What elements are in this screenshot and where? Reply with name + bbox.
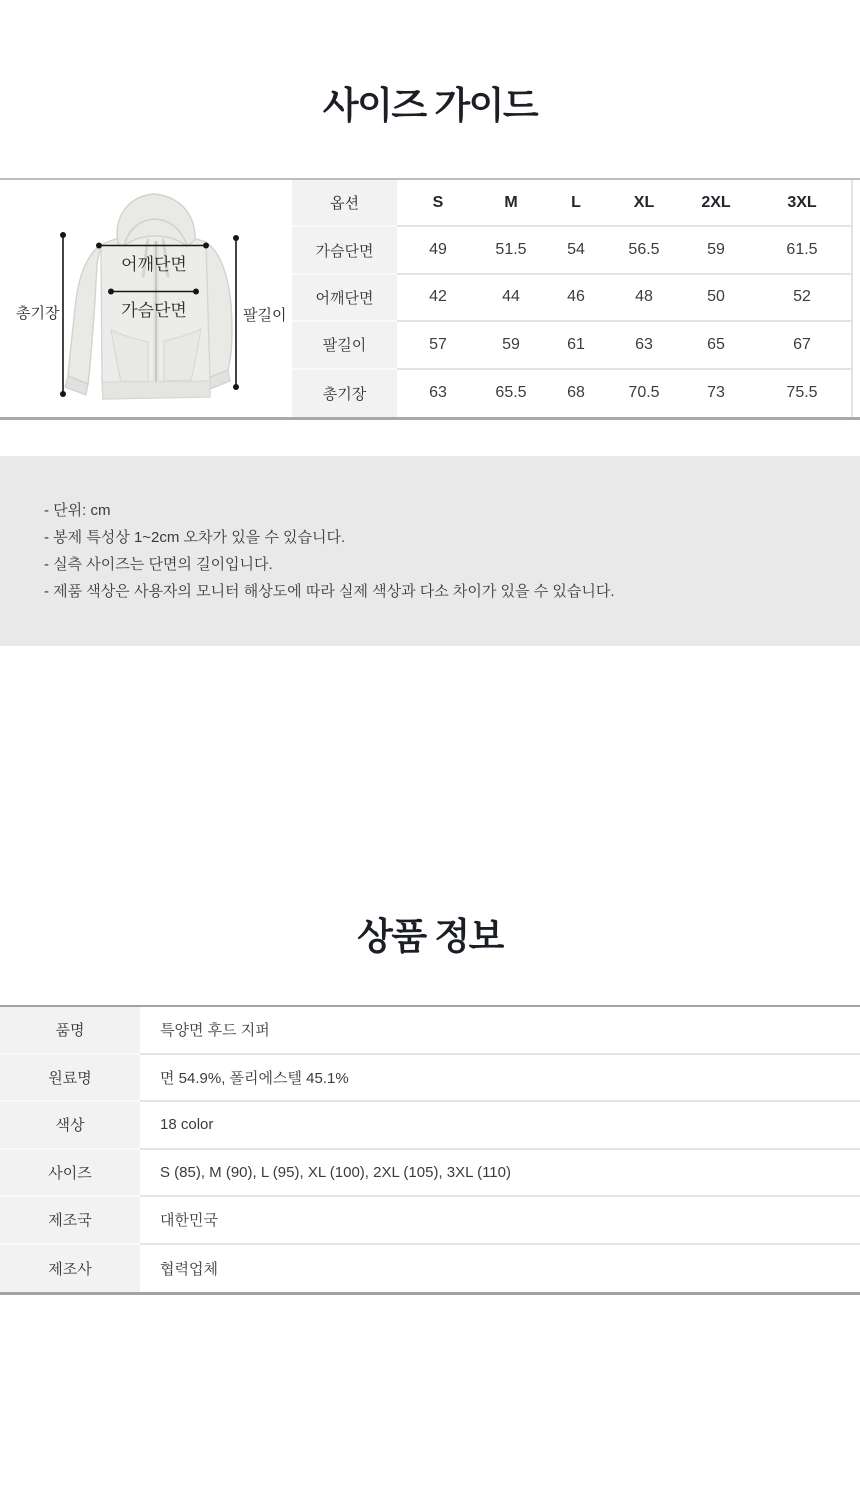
size-row-label: 어깨단면 (292, 275, 397, 322)
product-info-table (0, 1005, 860, 1295)
product-row-value: 18 color (140, 1102, 860, 1150)
size-cell: 63 (609, 322, 679, 369)
note-line: - 봉제 특성상 1~2cm 오차가 있을 수 있습니다. (44, 529, 346, 546)
size-cell: 73 (707, 384, 725, 402)
chest-width-label: 가슴단면 (121, 301, 187, 320)
size-cell: 61 (543, 322, 609, 369)
size-row-label: 팔길이 (292, 322, 397, 369)
product-row-label: 색상 (0, 1102, 140, 1150)
product-row-label: 제조국 (0, 1197, 140, 1245)
size-table-header-s: S (397, 180, 479, 227)
arm-length-label: 팔길이 (243, 307, 287, 324)
total-length-label: 총기장 (16, 305, 60, 322)
size-table-header-m: M (479, 180, 543, 227)
size-cell: 57 (397, 322, 479, 369)
size-guide-section (0, 178, 860, 420)
size-guide-title: 사이즈 가이드 (322, 85, 538, 126)
product-row-value: 면 54.9%, 폴리에스텔 45.1% (140, 1055, 860, 1103)
size-cell: 44 (479, 275, 543, 322)
size-cell: 63 (429, 384, 447, 402)
product-row-value: 협력업체 (160, 1260, 218, 1278)
note-line: - 제품 색상은 사용자의 모니터 해상도에 따라 실제 색상과 다소 차이가 있을 수 있습니다. (44, 583, 615, 600)
size-cell: 68 (567, 384, 585, 402)
size-cell: 54 (543, 227, 609, 274)
notes-box (0, 456, 860, 646)
size-cell: 48 (609, 275, 679, 322)
size-cell: 49 (397, 227, 479, 274)
size-table-header-2xl: 2XL (679, 180, 753, 227)
size-row-label: 총기장 (292, 370, 397, 417)
size-cell: 67 (753, 322, 851, 369)
note-line: - 실측 사이즈는 단면의 길이입니다. (44, 556, 273, 573)
size-row-label: 가슴단면 (292, 227, 397, 274)
size-table-header-option: 옵션 (292, 180, 397, 227)
size-cell: 56.5 (609, 227, 679, 274)
size-cell: 75.5 (786, 384, 818, 402)
size-table-header-xl: XL (609, 180, 679, 227)
size-cell: 52 (753, 275, 851, 322)
hem-band (102, 381, 210, 399)
product-row-label: 원료명 (0, 1055, 140, 1103)
note-line: - 단위: cm (44, 502, 111, 519)
sleeve-left (68, 245, 101, 384)
size-cell: 46 (543, 275, 609, 322)
size-table-header-3xl: 3XL (753, 180, 851, 227)
size-table (292, 180, 853, 417)
size-cell: 51.5 (479, 227, 543, 274)
size-cell: 70.5 (628, 384, 660, 402)
size-cell: 50 (679, 275, 753, 322)
product-row-value: S (85), M (90), L (95), XL (100), 2XL (105), 3XL (110) (140, 1150, 860, 1198)
product-row-label: 제조사 (0, 1245, 140, 1293)
size-cell: 42 (397, 275, 479, 322)
size-table-header-l: L (543, 180, 609, 227)
product-row-label: 품명 (0, 1007, 140, 1055)
size-cell: 61.5 (753, 227, 851, 274)
size-cell: 65 (679, 322, 753, 369)
shoulder-width-label: 어깨단면 (121, 255, 187, 274)
product-row-value: 대한민국 (140, 1197, 860, 1245)
size-cell: 59 (479, 322, 543, 369)
product-row-label: 사이즈 (0, 1150, 140, 1198)
size-cell: 59 (679, 227, 753, 274)
product-info-title: 상품 정보 (357, 916, 503, 957)
product-row-value: 특양면 후드 지퍼 (140, 1007, 860, 1055)
size-cell: 65.5 (495, 384, 527, 402)
